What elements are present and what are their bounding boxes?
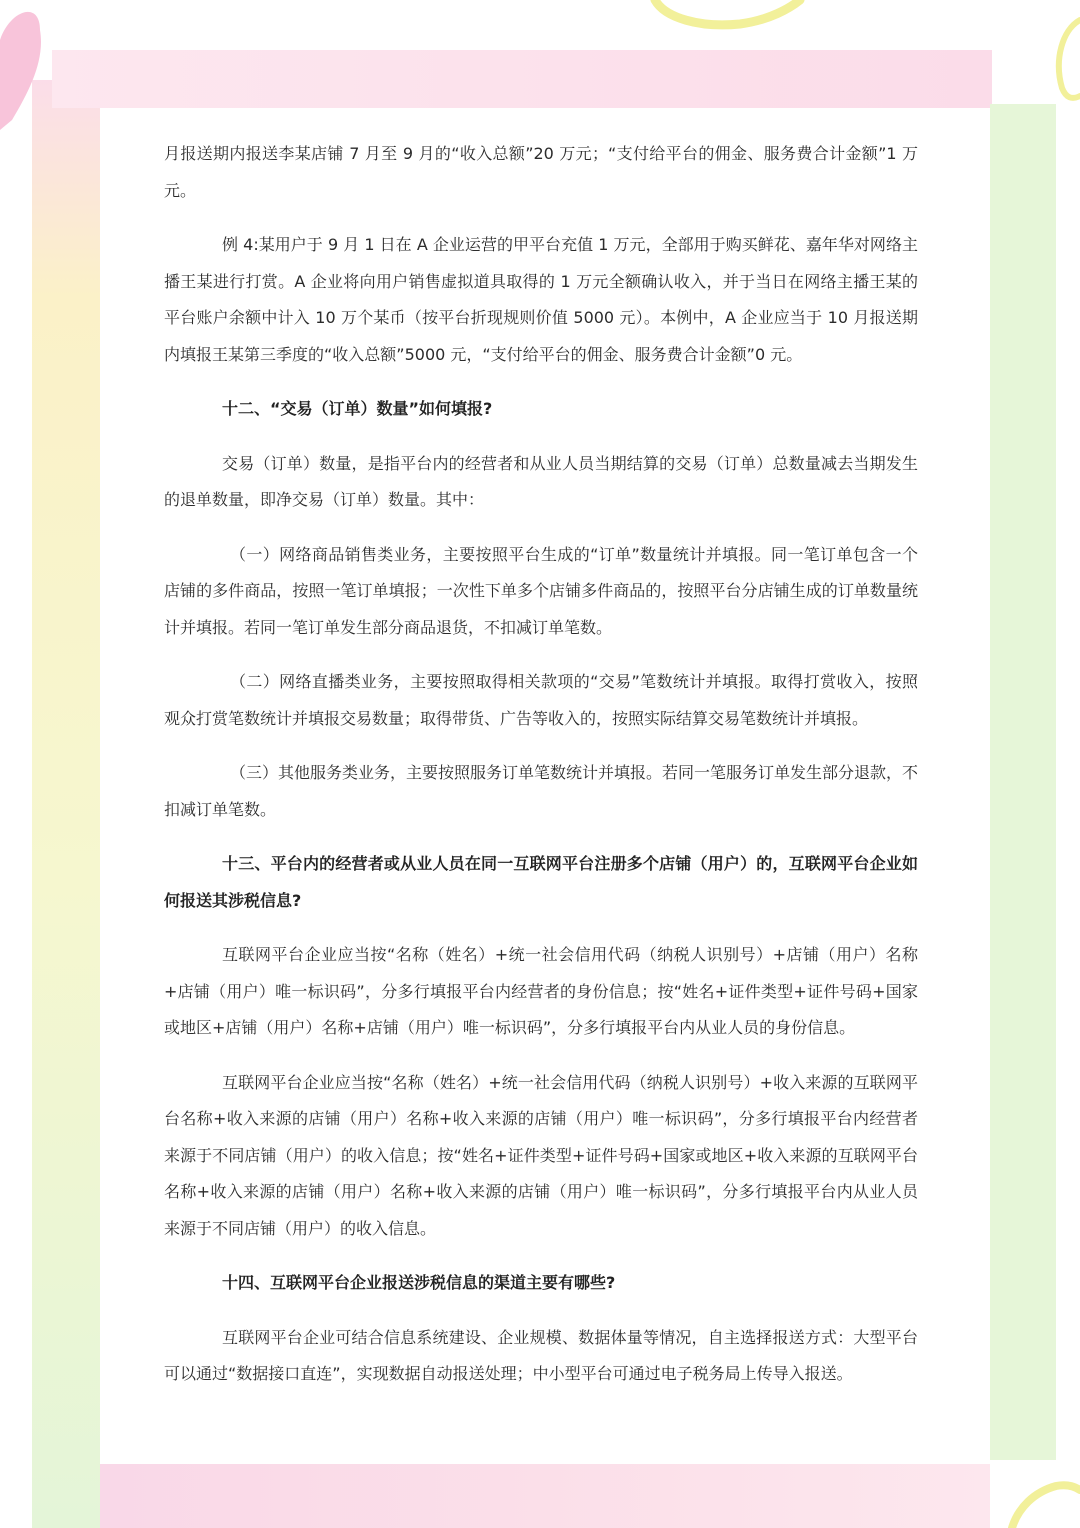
section-heading-12: 十二、“交易（订单）数量”如何填报?	[222, 399, 493, 418]
section-heading-13: 十三、平台内的经营者或从业人员在同一互联网平台注册多个店铺（用户）的，互联网平台企业如何报送其涉税信息?	[164, 854, 918, 910]
yellow-swirl-top	[655, 0, 800, 25]
paragraph: （二）网络直播类业务，主要按照取得相关款项的“交易”笔数统计并填报。取得打赏收入，按照观众打赏笔数统计并填报交易数量；取得带货、广告等收入的，按照实际结算交易笔数统计并填报。	[164, 672, 918, 728]
paragraph: （三）其他服务类业务，主要按照服务订单笔数统计并填报。若同一笔服务订单发生部分退款，不扣减订单笔数。	[164, 763, 919, 819]
yellow-swirl-right	[1059, 20, 1080, 98]
paragraph: 互联网平台企业应当按“名称（姓名）+统一社会信用代码（纳税人识别号）+店铺（用户）名称+店铺（用户）唯一标识码”，分多行填报平台内经营者的身份信息；按“姓名+证件类型+证件号码+国家或地区+店铺（用户）名称+店铺（用户）唯一标识码”，分多行填报平台内从业人员的身份信息。	[164, 945, 918, 1037]
section-heading-14: 十四、互联网平台企业报送涉税信息的渠道主要有哪些?	[222, 1273, 616, 1292]
paragraph: 例 4:某用户于 9 月 1 日在 A 企业运营的甲平台充值 1 万元，全部用于购买鲜花、嘉年华对网络主播王某进行打赏。A 企业将向用户销售虚拟道具取得的 1 万元全额确认收入，并于当日在网络主播王某的平台账户余额中计入 10 万个某币（按平台折现规则价值 5000 元）。本例中，A 企业应当于 10 月报送期内填报王某第三季度的“收入总额”5000 元，“支付给平台的佣金、服务费合计金额”0 元。	[164, 235, 918, 364]
top-band	[52, 50, 992, 108]
paragraph: 交易（订单）数量，是指平台内的经营者和从业人员当期结算的交易（订单）总数量减去当期发生的退单数量，即净交易（订单）数量。其中：	[164, 453, 918, 509]
document-page	[100, 108, 990, 1464]
paragraph: 互联网平台企业可结合信息系统建设、企业规模、数据体量等情况，自主选择报送方式：大型平台可以通过“数据接口直连”，实现数据自动报送处理；中小型平台可通过电子税务局上传导入报送。	[164, 1327, 918, 1383]
paragraph: 互联网平台企业应当按“名称（姓名）+统一社会信用代码（纳税人识别号）+收入来源的互联网平台名称+收入来源的店铺（用户）名称+收入来源的店铺（用户）唯一标识码”，分多行填报平台内经营者来源于不同店铺（用户）的收入信息；按“姓名+证件类型+证件号码+国家或地区+收入来源的互联网平台名称+收入来源的店铺（用户）名称+收入来源的店铺（用户）唯一标识码”，分多行填报平台内从业人员来源于不同店铺（用户）的收入信息。	[164, 1072, 918, 1238]
paragraph: 月报送期内报送李某店铺 7 月至 9 月的“收入总额”20 万元；“支付给平台的佣金、服务费合计金额”1 万元。	[164, 144, 918, 200]
document-content	[164, 136, 918, 1411]
right-band	[990, 104, 1056, 1460]
paragraph: （一）网络商品销售类业务，主要按照平台生成的“订单”数量统计并填报。同一笔订单包含一个店铺的多件商品，按照一笔订单填报；一次性下单多个店铺多件商品的，按照平台分店铺生成的订单数量统计并填报。若同一笔订单发生部分商品退货，不扣减订单笔数。	[164, 544, 918, 637]
yellow-swirl-bottom	[1012, 1485, 1080, 1528]
bottom-band	[100, 1462, 990, 1528]
left-strip	[32, 80, 100, 1528]
